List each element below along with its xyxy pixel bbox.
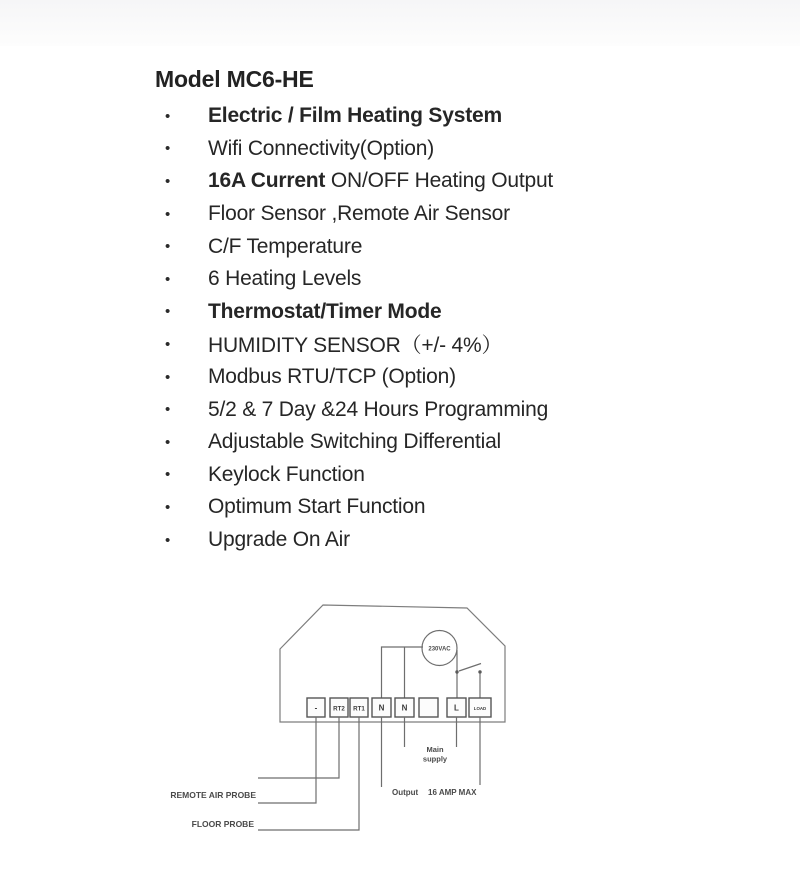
feature-item xyxy=(163,165,683,198)
wiring-diagram xyxy=(158,593,522,849)
feature-item xyxy=(163,491,683,524)
supply-voltage-label: 230VAC xyxy=(428,646,451,653)
terminal-label-rt1: RT1 xyxy=(353,705,365,713)
bullet-icon: • xyxy=(165,531,171,549)
bullet-icon: • xyxy=(165,205,171,223)
feature-item xyxy=(163,393,683,426)
feature-text: C/F Temperature xyxy=(208,234,363,258)
terminal-label-n2: N xyxy=(401,703,408,713)
bullet-icon: • xyxy=(165,270,171,288)
bullet-icon: • xyxy=(165,172,171,190)
remote-air-probe-label: REMOTE AIR PROBE xyxy=(170,790,256,800)
feature-text-bold: Thermostat/Timer Mode xyxy=(208,299,442,323)
bullet-icon: • xyxy=(165,466,171,484)
wire-minus-to-remote-probe xyxy=(258,717,316,803)
feature-item xyxy=(163,459,683,492)
main-supply-label-line2: supply xyxy=(422,754,448,764)
bullet-icon: • xyxy=(165,368,171,386)
wire-rt2-to-remote-probe xyxy=(258,717,339,778)
feature-text-bold: Electric / Film Heating System xyxy=(208,104,502,128)
feature-item xyxy=(163,133,683,166)
wire-rt1-to-floor-probe xyxy=(258,717,359,830)
terminal-label-l: L xyxy=(454,703,459,713)
output-label-rating: 16 AMP MAX xyxy=(428,788,477,797)
feature-text: 5/2 & 7 Day &24 Hours Programming xyxy=(208,397,549,421)
bullet-icon: • xyxy=(165,401,171,419)
switch-lever xyxy=(459,664,481,672)
feature-text: Floor Sensor ,Remote Air Sensor xyxy=(208,202,510,226)
feature-item xyxy=(163,524,683,557)
feature-item xyxy=(163,426,683,459)
floor-probe-label: FLOOR PROBE xyxy=(191,819,254,829)
output-label-word: Output xyxy=(392,788,419,797)
feature-item xyxy=(163,100,683,133)
bullet-icon: • xyxy=(165,107,171,125)
bullet-icon: • xyxy=(165,303,171,321)
feature-text: Adjustable Switching Differential xyxy=(208,430,502,454)
feature-text-bold: 16A Current xyxy=(208,169,326,193)
bullet-icon: • xyxy=(165,335,171,353)
feature-text: Modbus RTU/TCP (Option) xyxy=(208,365,456,389)
bullet-icon: • xyxy=(165,433,171,451)
terminal-box-blank xyxy=(419,698,438,717)
terminal-label-minus: - xyxy=(314,703,318,713)
feature-text: HUMIDITY SENSOR（+/- 4%） xyxy=(208,334,503,358)
terminal-label-load: LOAD xyxy=(473,706,487,711)
page-title: Model MC6-HE xyxy=(155,66,314,92)
wire-n1-to-supply xyxy=(382,647,424,698)
feature-item xyxy=(163,198,683,231)
feature-item xyxy=(163,230,683,263)
feature-item xyxy=(163,328,683,361)
feature-item xyxy=(163,296,683,329)
feature-text: Wifi Connectivity(Option) xyxy=(208,136,435,160)
main-supply-label-line1: Main xyxy=(426,745,444,754)
bullet-icon: • xyxy=(165,140,171,158)
feature-text: Optimum Start Function xyxy=(208,495,426,519)
feature-item xyxy=(163,361,683,394)
feature-text: 6 Heating Levels xyxy=(208,267,362,291)
bullet-icon: • xyxy=(165,238,171,256)
top-scan-band xyxy=(0,0,800,46)
terminal-label-rt2: RT2 xyxy=(333,705,345,713)
feature-text: Upgrade On Air xyxy=(208,528,350,552)
feature-text: Keylock Function xyxy=(208,462,365,486)
terminal-label-n1: N xyxy=(378,703,385,713)
feature-text: ON/OFF Heating Output xyxy=(325,169,554,193)
switch-contact-left xyxy=(455,670,458,673)
feature-item xyxy=(163,263,683,296)
bullet-icon: • xyxy=(165,498,171,516)
feature-list xyxy=(163,100,683,556)
